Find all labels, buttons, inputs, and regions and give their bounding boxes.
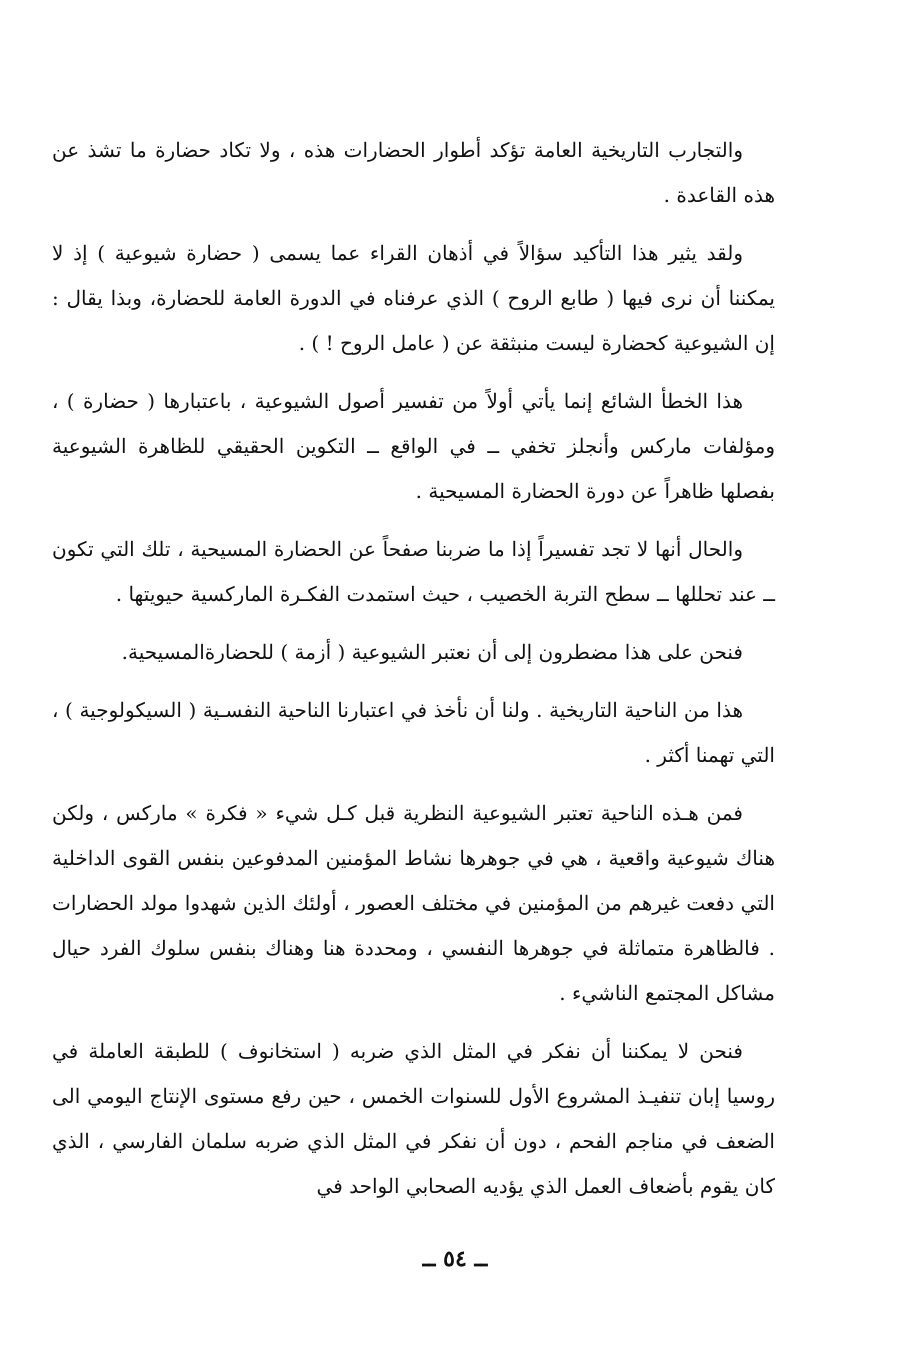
page-number: ــ ٥٤ ــ xyxy=(422,1246,488,1272)
paragraph-5: فنحن على هذا مضطرون إلى أن نعتبر الشيوعية ( أزمة ) للحضارةالمسيحية. xyxy=(121,640,743,664)
paragraph-8: فنحن لا يمكننا أن نفكر في المثل الذي ضربه ( استخانوف ) للطبقة العاملة في روسيا إبان تنفيـذ المشروع الأول للسنوات الخمس ، حين رفع مستوى الإنتاج اليومي الى الضعف في مناجم الفحم ، دون أن نفكر في المثل الذي ضربه سلمان الفارسي ، الذي كان يقوم بأضعاف العمل الذي يؤديه الصحابي الواحد في xyxy=(52,1039,775,1198)
paragraph-3: هذا الخطأ الشائع إنما يأتي أولاً من تفسير أصول الشيوعية ، باعتبارها ( حضارة ) ، ومؤلفات ماركس وأنجلز تخفي ــ في الواقع ــ التكوين الحقيقي للظاهرة الشيوعية بفصلها ظاهراً عن دورة الحضارة المسيحية . xyxy=(52,389,775,503)
paragraph-6: هذا من الناحية التاريخية . ولنا أن نأخذ في اعتبارنا الناحية النفسـية ( السيكولوجية ) ، التي تهمنا أكثر . xyxy=(52,698,775,767)
paragraph-2: ولقد يثير هذا التأكيد سؤالاً في أذهان القراء عما يسمى ( حضارة شيوعية ) إذ لا يمكننا أن نرى فيها ( طابع الروح ) الذي عرفناه في الدورة العامة للحضارة، وبذا يقال : إن الشيوعية كحضارة ليست منبثقة عن ( عامل الروح ! ) . xyxy=(52,241,775,355)
body-text xyxy=(52,128,775,1222)
paragraph-7: فمن هـذه الناحية تعتبر الشيوعية النظرية قبل كـل شيء « فكرة » ماركس ، ولكن هناك شيوعية واقعية ، هي في جوهرها نشاط المؤمنين المدفوعين بنفس القوى الداخلية التي دفعت غيرهم من المؤمنين في مختلف العصور ، أولئك الذين شهدوا مولد الحضارات . فالظاهرة متماثلة في جوهرها النفسي ، ومحددة هنا وهناك بنفس سلوك الفرد حيال مشاكل المجتمع الناشيء . xyxy=(52,801,775,1005)
paragraph-1: والتجارب التاريخية العامة تؤكد أطوار الحضارات هذه ، ولا تكاد حضارة ما تشذ عن هذه القاعدة . xyxy=(52,138,775,207)
paragraph-4: والحال أنها لا تجد تفسيراً إذا ما ضربنا صفحاً عن الحضارة المسيحية ، تلك التي تكون ــ عند تحللها ــ سطح التربة الخصيب ، حيث استمدت الفكـرة الماركسية حيويتها . xyxy=(52,537,775,606)
